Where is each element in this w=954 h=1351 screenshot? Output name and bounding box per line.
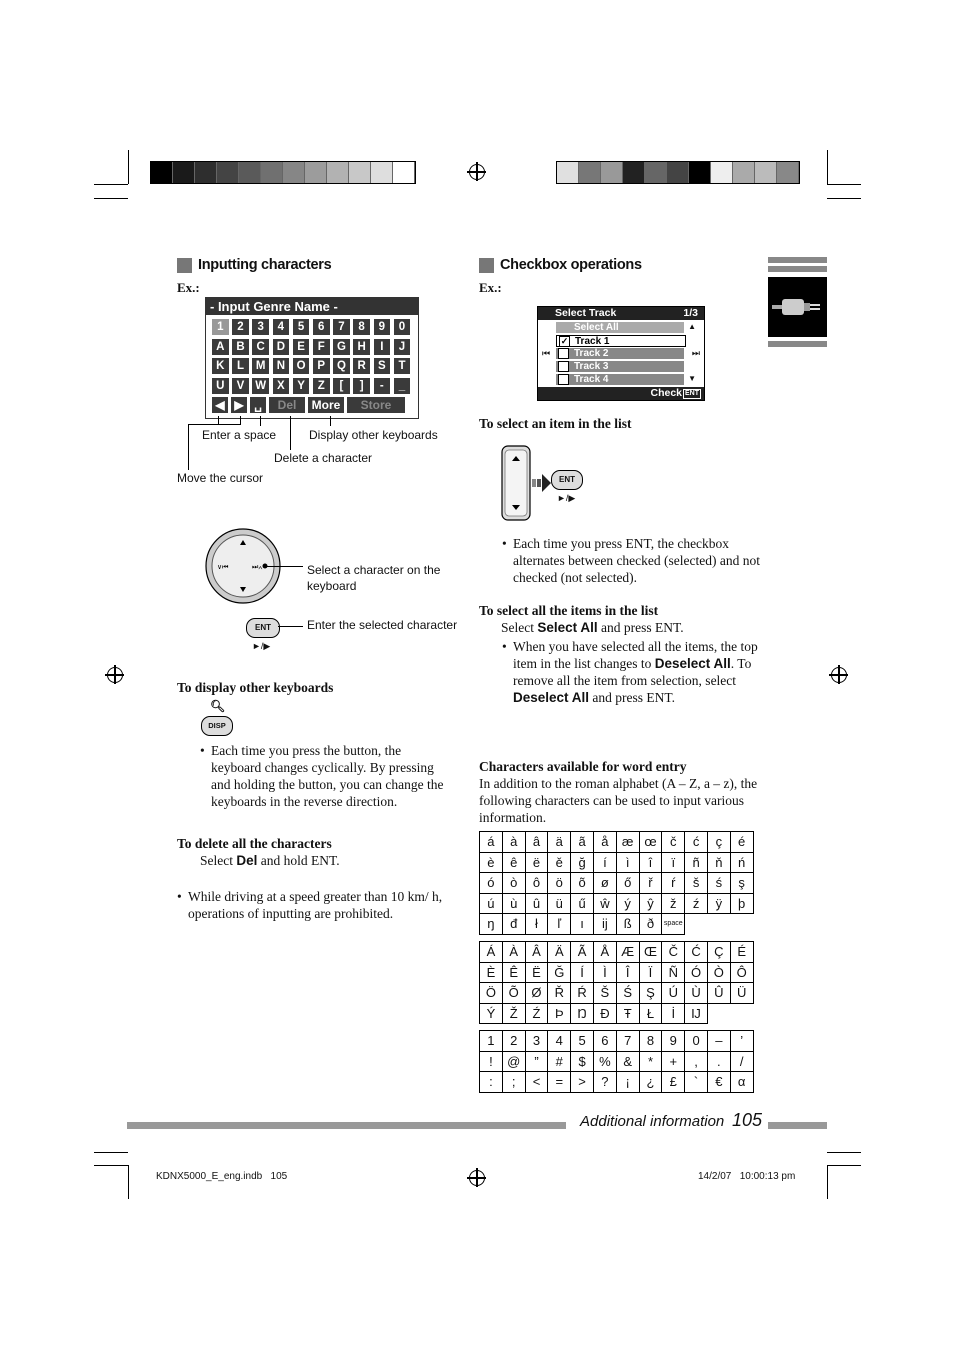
keyboard-key[interactable]: _ — [394, 378, 411, 394]
keyboard-key[interactable]: C — [252, 339, 269, 355]
char-cell: ì — [616, 852, 639, 873]
scroll-up-icon[interactable]: ▲ — [688, 322, 696, 331]
crop-mark — [94, 184, 128, 185]
char-cell: Ź — [525, 1003, 548, 1024]
char-cell: 4 — [548, 1031, 571, 1052]
char-cell: ¿ — [639, 1072, 662, 1093]
char-cell: ! — [480, 1051, 503, 1072]
char-cell: ï — [662, 852, 685, 873]
side-tab-stripe — [768, 257, 827, 263]
footer-bar-left — [127, 1122, 566, 1129]
crop-mark — [94, 1152, 128, 1153]
footer-bar-right — [768, 1122, 827, 1129]
char-cell: ` — [685, 1072, 708, 1093]
char-cell: æ — [616, 832, 639, 853]
example-label: Ex.: — [479, 280, 502, 295]
char-cell: ç — [707, 832, 730, 853]
select-all-bullet: • When you have selected all the items, the top item in the list changes to Deselect All. To remove all the item from selection, select Deselect All and press ENT. — [513, 638, 763, 706]
char-cell: Û — [707, 983, 730, 1004]
char-cell: Ã — [571, 942, 594, 963]
char-cell: . — [707, 1051, 730, 1072]
char-cell: œ — [639, 832, 662, 853]
keyboard-title: - Input Genre Name - — [206, 298, 418, 315]
char-cell: ş — [730, 873, 753, 894]
keyboard-key[interactable]: W — [252, 378, 269, 394]
char-cell: Ğ — [548, 962, 571, 983]
char-cell: é — [730, 832, 753, 853]
chars-title: Characters available for word entry — [479, 759, 687, 774]
char-cell: ŵ — [593, 893, 616, 914]
checkbox-screen-footer: Check ENT — [538, 387, 704, 400]
char-cell: ı — [571, 914, 594, 935]
track-row[interactable]: Track 3 — [556, 361, 684, 372]
callout-line — [330, 416, 331, 426]
char-cell: å — [593, 832, 616, 853]
char-table-uppercase — [479, 941, 754, 1024]
callout-line — [260, 416, 261, 426]
char-table-lowercase — [479, 831, 754, 935]
char-cell: & — [616, 1051, 639, 1072]
callout-line — [290, 416, 291, 450]
char-cell: – — [707, 1031, 730, 1052]
char-cell: 7 — [616, 1031, 639, 1052]
callout-display-other: Display other keyboards — [309, 428, 438, 442]
char-cell: Ê — [502, 962, 525, 983]
page-number: 105 — [732, 1110, 763, 1130]
char-cell: ŷ — [639, 893, 662, 914]
keyboard-screen — [205, 297, 419, 419]
svg-text:∨⏮: ∨⏮ — [217, 564, 229, 571]
char-cell: Ï — [639, 962, 662, 983]
checkbox[interactable] — [558, 361, 569, 372]
char-cell: ã — [571, 832, 594, 853]
char-cell: ŋ — [480, 914, 503, 935]
char-cell: Š — [593, 983, 616, 1004]
char-cell: Î — [616, 962, 639, 983]
keyboard-key[interactable]: E — [293, 339, 310, 355]
char-table-row — [480, 1003, 754, 1024]
keyboard-key[interactable]: Q — [333, 358, 350, 374]
char-cell: ê — [502, 852, 525, 873]
section-heading-inputting: Inputting characters — [177, 257, 331, 273]
char-cell: > — [571, 1072, 594, 1093]
char-cell: Ý — [480, 1003, 503, 1024]
char-cell — [730, 1003, 753, 1024]
cursor-left-key[interactable]: ◀ — [212, 397, 228, 413]
checkbox-screen — [537, 306, 705, 401]
footer-file: KDNX5000_E_eng.indb 105 — [156, 1171, 288, 1182]
char-table-row — [480, 873, 754, 894]
char-cell: Ø — [525, 983, 548, 1004]
checkbox-screen-title: Select Track 1/3 — [538, 307, 704, 320]
char-cell: đ — [502, 914, 525, 935]
callout-line — [218, 424, 241, 425]
char-table-row — [480, 832, 754, 853]
char-cell: ř — [639, 873, 662, 894]
char-cell: ő — [616, 873, 639, 894]
keyboard-key[interactable]: F — [313, 339, 330, 355]
char-cell: $ — [571, 1051, 594, 1072]
track-row[interactable]: Track 4 — [556, 374, 684, 385]
char-cell: Č — [662, 942, 685, 963]
registration-mark — [107, 667, 123, 683]
keyboard-key[interactable]: G — [333, 339, 350, 355]
char-cell: Ó — [685, 962, 708, 983]
char-cell: Ŧ — [616, 1003, 639, 1024]
track-row[interactable]: ✓ Track 1 — [556, 335, 686, 347]
char-cell: ú — [480, 893, 503, 914]
keyboard-key[interactable]: 4 — [273, 319, 290, 335]
char-cell: ű — [571, 893, 594, 914]
keyboard-key[interactable]: 1 — [212, 319, 229, 335]
char-cell: £ — [662, 1072, 685, 1093]
char-cell: Ŕ — [571, 983, 594, 1004]
registration-mark — [831, 667, 847, 683]
display-other-title: To display other keyboards — [177, 680, 334, 695]
search-icon: 🔍︎ — [210, 699, 226, 713]
keyboard-key[interactable]: [ — [333, 378, 350, 394]
char-cell: è — [480, 852, 503, 873]
callout-select-char: Select a character on the keyboard — [307, 563, 441, 593]
keyboard-key[interactable]: D — [273, 339, 290, 355]
keyboard-key[interactable]: R — [353, 358, 370, 374]
up-down-rocker-icon[interactable] — [500, 444, 532, 522]
char-cell: Ŋ — [571, 1003, 594, 1024]
char-cell: Œ — [639, 942, 662, 963]
char-cell: Ë — [525, 962, 548, 983]
keyboard-key[interactable]: P — [313, 358, 330, 374]
heading-square-icon — [177, 258, 192, 273]
keyboard-key[interactable]: V — [232, 378, 249, 394]
crop-mark — [827, 1165, 828, 1199]
registration-mark — [469, 1170, 485, 1186]
char-cell: ø — [593, 873, 616, 894]
select-item-title: To select an item in the list — [479, 416, 632, 431]
char-cell: Ž — [502, 1003, 525, 1024]
svg-text:⏭∧: ⏭∧ — [252, 564, 263, 571]
connector-icon-box — [768, 277, 827, 337]
select-all-title: To select all the items in the list — [479, 603, 659, 618]
char-cell: : — [480, 1072, 503, 1093]
keyboard-key[interactable]: N — [273, 358, 290, 374]
crop-mark — [827, 150, 828, 184]
callout-line — [278, 626, 303, 627]
keyboard-key[interactable]: ] — [353, 378, 370, 394]
char-cell: € — [707, 1072, 730, 1093]
char-table-row — [480, 893, 754, 914]
cursor-right-key[interactable]: ▶ — [231, 397, 247, 413]
store-key[interactable]: Store — [347, 397, 405, 413]
footer-section: Additional information — [580, 1113, 725, 1130]
char-cell: č — [662, 832, 685, 853]
char-cell: ý — [616, 893, 639, 914]
char-cell: Ò — [707, 962, 730, 983]
keyboard-key[interactable]: 9 — [374, 319, 391, 335]
checkbox[interactable] — [558, 374, 569, 385]
char-cell — [707, 914, 730, 935]
char-cell: Õ — [502, 983, 525, 1004]
display-other-bullet: • Each time you press the button, the keyboard changes cyclically. By pressing and holding the button, you can change the keyboards in the reverse direction. — [211, 742, 451, 810]
callout-enter-selected: Enter the selected character — [307, 618, 458, 632]
section-heading-checkbox: Checkbox operations — [479, 257, 642, 273]
char-cell: ¡ — [616, 1072, 639, 1093]
char-cell: α — [730, 1072, 753, 1093]
keyboard-key[interactable]: A — [212, 339, 229, 355]
char-cell: ě — [548, 852, 571, 873]
prev-track-icon: ⏮ — [542, 348, 551, 358]
callout-line — [265, 566, 303, 567]
char-cell: 1 — [480, 1031, 503, 1052]
char-cell: É — [730, 942, 753, 963]
crop-mark — [827, 1152, 861, 1153]
char-cell: ð — [639, 914, 662, 935]
keyboard-key[interactable]: H — [353, 339, 370, 355]
callout-delete-char: Delete a character — [274, 451, 373, 465]
char-cell: þ — [730, 893, 753, 914]
char-cell: Ř — [548, 983, 571, 1004]
keyboard-key[interactable]: B — [232, 339, 249, 355]
char-cell: ’ — [730, 1031, 753, 1052]
keyboard-key[interactable]: O — [293, 358, 310, 374]
char-cell: ; — [502, 1072, 525, 1093]
checkbox-checked[interactable]: ✓ — [560, 336, 569, 346]
char-cell: 2 — [502, 1031, 525, 1052]
crop-mark — [827, 1165, 861, 1166]
char-cell: Ł — [639, 1003, 662, 1024]
char-cell: î — [639, 852, 662, 873]
keyboard-key[interactable]: 3 — [252, 319, 269, 335]
crop-mark — [128, 150, 129, 184]
char-cell: @ — [502, 1051, 525, 1072]
char-cell: + — [662, 1051, 685, 1072]
char-cell: 5 — [571, 1031, 594, 1052]
char-cell: Á — [480, 942, 503, 963]
keyboard-key[interactable]: 7 — [333, 319, 350, 335]
char-cell: Ì — [593, 962, 616, 983]
callout-enter-space: Enter a space — [202, 428, 277, 442]
char-cell: à — [502, 832, 525, 853]
char-table-row — [480, 983, 754, 1004]
char-cell: ü — [548, 893, 571, 914]
color-swatch-bar-right — [556, 161, 800, 184]
char-cell: Ü — [730, 983, 753, 1004]
delete-all-text: Select Del and hold ENT. — [200, 853, 340, 868]
keyboard-key[interactable]: K — [212, 358, 229, 374]
char-cell: Â — [525, 942, 548, 963]
space-key[interactable]: ␣ — [250, 397, 266, 413]
keyboard-key[interactable]: U — [212, 378, 229, 394]
char-cell: , — [685, 1051, 708, 1072]
char-cell: Æ — [616, 942, 639, 963]
example-label: Ex.: — [177, 280, 200, 295]
char-cell: Å — [593, 942, 616, 963]
crop-mark — [827, 198, 861, 199]
keyboard-key[interactable]: 5 — [293, 319, 310, 335]
scroll-down-icon[interactable]: ▼ — [688, 374, 696, 383]
keyboard-key[interactable]: T — [394, 358, 411, 374]
char-cell: š — [685, 873, 708, 894]
char-cell: ä — [548, 832, 571, 853]
crop-mark — [128, 1165, 129, 1199]
char-cell: Í — [571, 962, 594, 983]
char-table-row — [480, 1031, 754, 1052]
char-cell: Ç — [707, 942, 730, 963]
char-cell: ò — [502, 873, 525, 894]
char-cell: Ñ — [662, 962, 685, 983]
side-tab-stripe — [768, 266, 827, 272]
char-cell: ÿ — [707, 893, 730, 914]
char-cell: ? — [593, 1072, 616, 1093]
keyboard-key[interactable]: M — [252, 358, 269, 374]
heading-square-icon — [479, 258, 494, 273]
plug-icon — [768, 277, 827, 337]
keyboard-key[interactable]: L — [232, 358, 249, 374]
keyboard-key[interactable]: S — [374, 358, 391, 374]
char-cell: < — [525, 1072, 548, 1093]
color-swatch-bar-left — [150, 161, 416, 184]
callout-line — [188, 424, 218, 425]
char-table-row — [480, 1072, 754, 1093]
char-cell: ß — [616, 914, 639, 935]
char-cell: space — [662, 914, 685, 935]
char-cell: 6 — [593, 1031, 616, 1052]
char-cell: / — [730, 1051, 753, 1072]
char-cell: İ — [662, 1003, 685, 1024]
ent-button[interactable]: ENT — [551, 470, 583, 490]
char-cell: 0 — [685, 1031, 708, 1052]
crop-mark — [94, 198, 128, 199]
keyboard-bottom-row — [212, 397, 405, 413]
char-cell: ù — [502, 893, 525, 914]
crop-mark — [94, 1165, 128, 1166]
checkbox[interactable] — [558, 348, 569, 359]
char-cell: Ş — [639, 983, 662, 1004]
char-table-row — [480, 962, 754, 983]
char-cell: ł — [525, 914, 548, 935]
char-cell: ö — [548, 873, 571, 894]
keyboard-key[interactable]: J — [394, 339, 411, 355]
char-cell — [685, 914, 708, 935]
char-cell: 8 — [639, 1031, 662, 1052]
select-all-text: Select Select All and press ENT. — [501, 620, 684, 635]
select-item-bullet: • Each time you press ENT, the checkbox alternates between checked (selected) and not checked (not selected). — [513, 535, 763, 586]
char-cell: Þ — [548, 1003, 571, 1024]
char-cell: % — [593, 1051, 616, 1072]
char-cell: ë — [525, 852, 548, 873]
registration-mark — [469, 164, 485, 180]
char-cell: # — [548, 1051, 571, 1072]
char-cell: Ö — [480, 983, 503, 1004]
track-row[interactable]: Track 2 — [556, 348, 684, 359]
char-cell: û — [525, 893, 548, 914]
keyboard-key[interactable]: 0 — [394, 319, 411, 335]
char-cell: ś — [707, 873, 730, 894]
char-cell: ň — [707, 852, 730, 873]
char-cell: ź — [685, 893, 708, 914]
driving-bullet: • While driving at a speed greater than 10 km/ h, operations of inputting are prohibited. — [188, 888, 453, 922]
char-cell: ” — [525, 1051, 548, 1072]
char-cell: * — [639, 1051, 662, 1072]
char-table-row — [480, 852, 754, 873]
keyboard-grid — [212, 319, 410, 394]
keyboard-key[interactable]: 2 — [232, 319, 249, 335]
char-cell: ğ — [571, 852, 594, 873]
char-cell — [707, 1003, 730, 1024]
char-cell: = — [548, 1072, 571, 1093]
char-cell: Ś — [616, 983, 639, 1004]
char-cell: Ú — [662, 983, 685, 1004]
char-cell: À — [502, 942, 525, 963]
ent-button[interactable]: ENT — [246, 618, 280, 638]
del-key[interactable]: Del — [269, 397, 305, 413]
char-cell: È — [480, 962, 503, 983]
keyboard-key[interactable]: Y — [293, 378, 310, 394]
keyboard-key[interactable]: 8 — [353, 319, 370, 335]
keyboard-key[interactable]: - — [374, 378, 391, 394]
char-cell: á — [480, 832, 503, 853]
char-table-row — [480, 942, 754, 963]
char-table-row — [480, 914, 754, 935]
char-table-symbols — [479, 1030, 754, 1093]
next-track-icon: ⏭ — [691, 348, 700, 358]
disp-button[interactable]: DISP — [201, 716, 233, 736]
char-cell: 3 — [525, 1031, 548, 1052]
char-table-row — [480, 1051, 754, 1072]
keyboard-key[interactable]: X — [273, 378, 290, 394]
arrow-right-icon — [532, 472, 552, 494]
char-cell: ó — [480, 873, 503, 894]
char-cell: Ć — [685, 942, 708, 963]
keyboard-key[interactable]: Z — [313, 378, 330, 394]
footer-date: 14/2/07 10:00:13 pm — [698, 1171, 796, 1182]
delete-all-title: To delete all the characters — [177, 836, 332, 851]
char-cell: ô — [525, 873, 548, 894]
char-cell: ń — [730, 852, 753, 873]
char-cell: í — [593, 852, 616, 873]
more-key[interactable]: More — [308, 397, 344, 413]
keyboard-key[interactable]: 6 — [313, 319, 330, 335]
char-cell: â — [525, 832, 548, 853]
char-cell: 9 — [662, 1031, 685, 1052]
char-cell: Ù — [685, 983, 708, 1004]
char-cell: ŕ — [662, 873, 685, 894]
char-cell: Ä — [548, 942, 571, 963]
char-cell: Đ — [593, 1003, 616, 1024]
callout-line — [188, 424, 189, 470]
char-cell — [730, 914, 753, 935]
char-cell: Ĳ — [685, 1003, 708, 1024]
char-cell: ľ — [548, 914, 571, 935]
play-label: ►/▶ — [557, 493, 576, 503]
char-cell: ć — [685, 832, 708, 853]
char-cell: ž — [662, 893, 685, 914]
char-cell: ĳ — [593, 914, 616, 935]
keyboard-key[interactable]: I — [374, 339, 391, 355]
select-all-row[interactable]: Select All — [556, 322, 684, 333]
crop-mark — [827, 184, 861, 185]
play-label: ►/▶ — [252, 641, 271, 651]
char-cell: ñ — [685, 852, 708, 873]
char-cell: Ô — [730, 962, 753, 983]
char-cell: õ — [571, 873, 594, 894]
side-tab-stripe — [768, 341, 827, 347]
callout-move-cursor: Move the cursor — [177, 471, 264, 485]
chars-intro: In addition to the roman alphabet (A – Z, a – z), the following characters can be used to input various information. — [479, 776, 758, 825]
